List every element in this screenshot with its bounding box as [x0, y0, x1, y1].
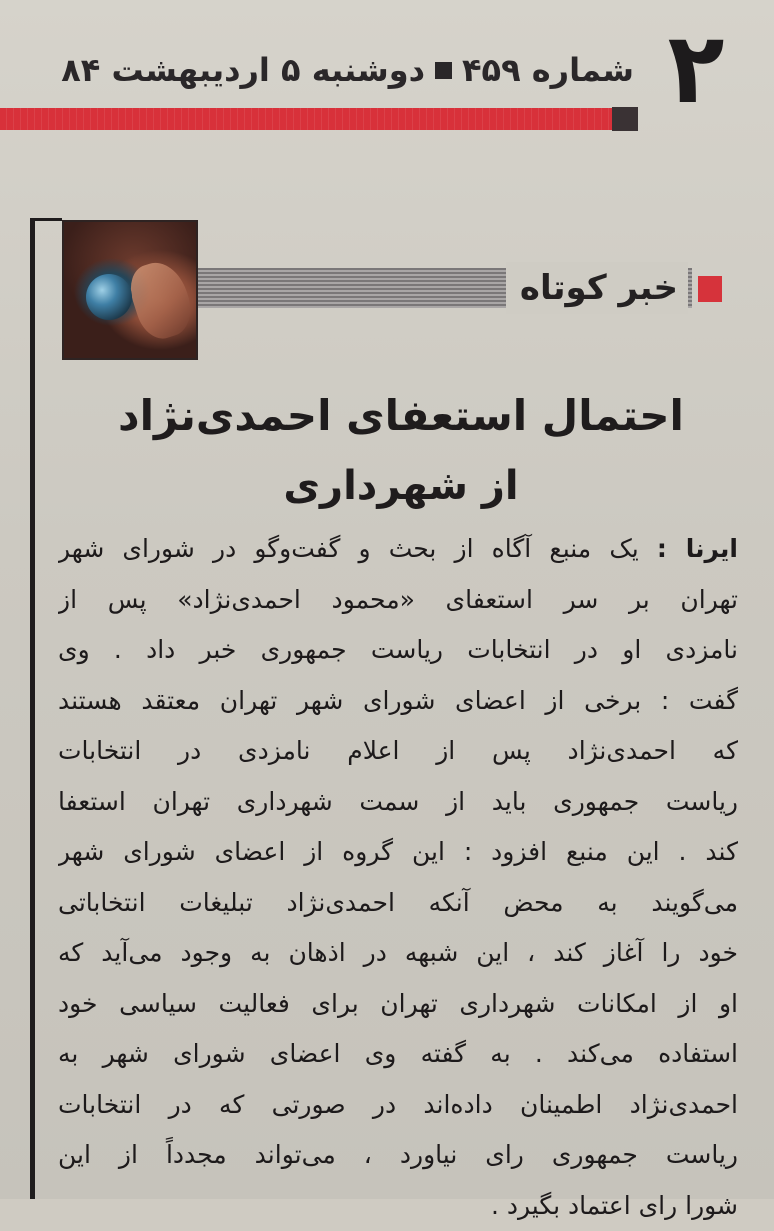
article-body — [58, 524, 738, 1231]
issue-date: دوشنبه ۵ اردیبهشت ۸۴ — [61, 51, 425, 89]
article-line: که احمدی‌نژاد پس از اعلام نامزدی در انتخابات — [58, 726, 738, 777]
article-line: احمدی‌نژاد اطمینان داده‌اند در صورتی که در انتخابات — [58, 1080, 738, 1131]
headline-line-1: احتمال استعفای احمدی‌نژاد — [62, 384, 740, 448]
section-title: خبر کوتاه — [506, 262, 688, 314]
column-divider-top — [30, 218, 62, 221]
page-number: ۲ — [658, 14, 734, 124]
globe-icon — [86, 274, 132, 320]
issue-number: شماره ۴۵۹ — [462, 51, 634, 89]
section-bullet-square — [698, 276, 722, 302]
masthead-rule-cap — [612, 107, 638, 131]
article-line: تهران بر سر استعفای «محمود احمدی‌نژاد» پس از — [58, 575, 738, 626]
article-line-last: شورا رای اعتماد بگیرد . — [58, 1181, 738, 1231]
article-line: او از امکانات شهرداری تهران برای فعالیت سیاسی خود — [58, 979, 738, 1030]
section-thumbnail-image — [62, 220, 198, 360]
article-line: ریاست جمهوری رای نیاورد ، می‌تواند مجدداً از این — [58, 1130, 738, 1181]
article-line: نامزدی او در انتخابات ریاست جمهوری خبر داد . وی — [58, 625, 738, 676]
article-line: ریاست جمهوری باید از سمت شهرداری تهران استعفا — [58, 777, 738, 828]
article-line: کند . این منبع افزود : این گروه از اعضای شورای شهر — [58, 827, 738, 878]
separator-square-icon — [435, 62, 452, 79]
hand-shape — [124, 256, 199, 345]
article-line: می‌گویند به محض آنکه احمدی‌نژاد تبلیغات انتخاباتی — [58, 878, 738, 929]
headline-line-2: از شهرداری — [62, 456, 740, 516]
issue-date-line — [0, 44, 634, 96]
column-divider — [30, 218, 35, 1199]
article-line: ایرنا : یک منبع آگاه از بحث و گفت‌وگو در شورای شهر — [58, 524, 738, 575]
article-line: خود را آغاز کند ، این شبهه در اذهان به وجود می‌آید که — [58, 928, 738, 979]
news-agency-label: ایرنا : — [657, 534, 738, 563]
article-line: گفت : برخی از اعضای شورای شهر تهران معتقد هستند — [58, 676, 738, 727]
masthead-red-rule — [0, 108, 626, 130]
article-line: استفاده می‌کند . به گفته وی اعضای شورای شهر به — [58, 1029, 738, 1080]
